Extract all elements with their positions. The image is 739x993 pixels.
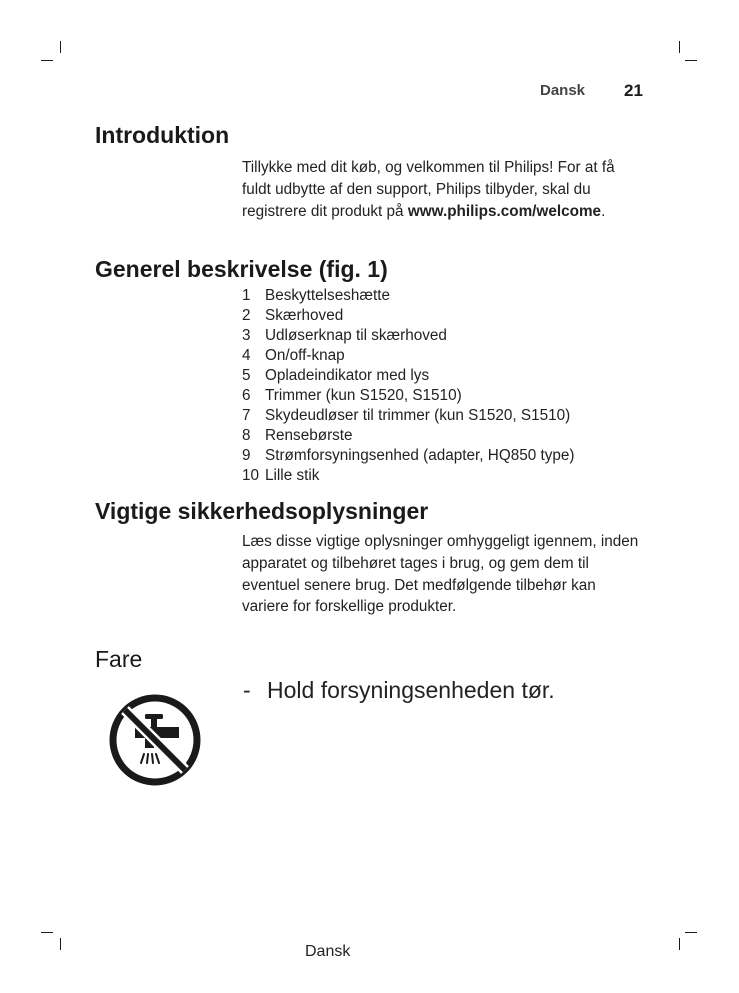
list-label: Lille stik <box>265 467 320 484</box>
header-language: Dansk <box>540 82 586 99</box>
list-label: Udløserknap til skærhoved <box>265 327 447 344</box>
list-number: 7 <box>242 407 251 424</box>
list-number: 3 <box>242 327 251 344</box>
list-number: 6 <box>242 387 251 404</box>
list-number: 1 <box>242 287 251 304</box>
crop-mark <box>685 932 697 933</box>
list-label: Opladeindikator med lys <box>265 367 430 384</box>
list-label: Skærhoved <box>265 307 344 324</box>
crop-mark <box>679 41 680 53</box>
safety-paragraph: Læs disse vigtige oplysninger omhyggeligt igennem, inden apparatet og tilbehøret tages i brug, og gem dem til eventuel senere brug. Det medfølgende tilbehør kan variere for forskellige produkter. <box>242 533 639 616</box>
list-item <box>242 306 575 326</box>
list-label: Trimmer (kun S1520, S1510) <box>265 387 462 404</box>
list-number: 5 <box>242 367 251 384</box>
list-item <box>242 386 575 406</box>
list-number: 8 <box>242 427 251 444</box>
list-label: Beskyttelseshætte <box>265 287 390 304</box>
footer-language: Dansk <box>305 943 351 960</box>
parts-list <box>242 286 575 486</box>
list-label: Skydeudløser til trimmer (kun S1520, S1510) <box>265 407 571 424</box>
danger-heading: Fare <box>95 646 143 672</box>
intro-heading: Introduktion <box>95 122 230 148</box>
danger-text: Hold forsyningsenheden tør. <box>267 677 555 703</box>
safety-heading: Vigtige sikkerhedsoplysninger <box>95 498 429 524</box>
list-label: Strømforsyningsenhed (adapter, HQ850 type) <box>265 447 575 464</box>
list-number: 4 <box>242 347 251 364</box>
danger-item <box>243 677 555 704</box>
intro-paragraph <box>242 157 642 222</box>
list-item <box>242 406 575 426</box>
registration-link[interactable]: www.philips.com/welcome <box>407 202 602 220</box>
crop-mark <box>685 60 697 61</box>
general-heading: Generel beskrivelse (fig. 1) <box>95 256 388 282</box>
list-item <box>242 286 575 306</box>
intro-end: . <box>601 202 606 220</box>
list-label: Rensebørste <box>265 427 353 444</box>
list-item <box>242 446 575 466</box>
list-number: 10 <box>242 467 260 484</box>
list-item <box>242 346 575 366</box>
danger-dash: - <box>243 677 251 703</box>
crop-mark <box>41 60 53 61</box>
page-number: 21 <box>624 81 643 100</box>
list-item <box>242 426 575 446</box>
intro-text: Tillykke med dit køb, og velkommen til Philips! For at få fuldt udbytte af den support, Philips tilbyder, skal du registrere dit produkt på <box>242 159 615 220</box>
list-label: On/off-knap <box>265 347 345 364</box>
list-number: 2 <box>242 307 251 324</box>
crop-mark <box>60 938 61 950</box>
crop-mark <box>41 932 53 933</box>
list-item <box>242 326 575 346</box>
crop-mark <box>60 41 61 53</box>
list-item <box>242 466 575 486</box>
list-item <box>242 366 575 386</box>
crop-mark <box>679 938 680 950</box>
no-water-tap-icon <box>107 692 203 788</box>
list-number: 9 <box>242 447 251 464</box>
